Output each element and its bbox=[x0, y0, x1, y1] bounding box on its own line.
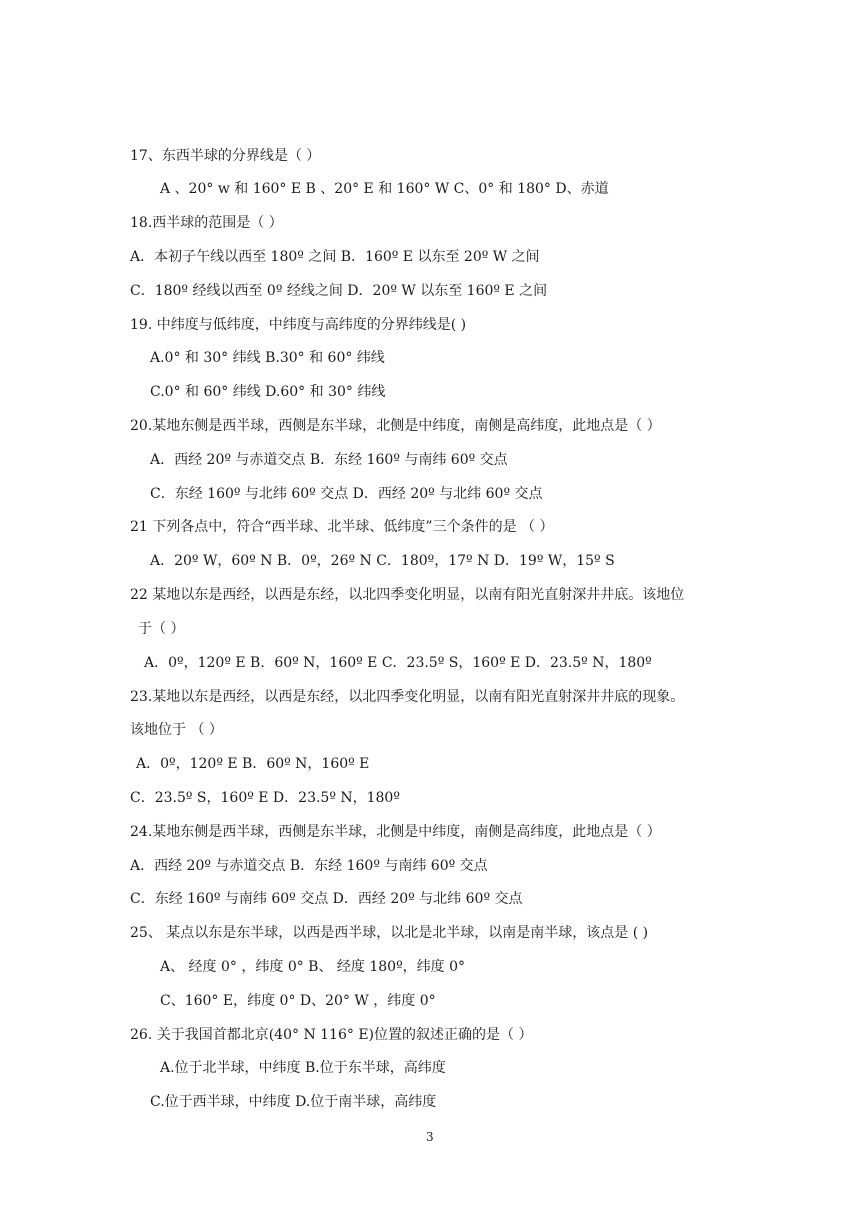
q25-options-ab: A、 经度 0° ，纬度 0° B、 经度 180º，纬度 0° bbox=[160, 959, 466, 975]
q22-stem: 22 某地以东是西经，以西是东经，以北四季变化明显，以南有阳光直射深井井底。该地位 bbox=[130, 587, 685, 603]
q25-options-cd: C、160° E，纬度 0° D、20° W ，纬度 0° bbox=[160, 993, 436, 1009]
q22-options: A．0º，120º E B．60º N，160º E C．23.5º S，160º E D．23.5º N，180º bbox=[144, 655, 652, 671]
q23-options-cd: C．23.5º S，160º E D．23.5º N，180º bbox=[130, 790, 400, 806]
q24-options-ab: A．西经 20º 与赤道交点 B．东经 160º 与南纬 60º 交点 bbox=[130, 858, 488, 874]
q19-options-cd: C.0° 和 60° 纬线 D.60° 和 30° 纬线 bbox=[150, 384, 386, 400]
q17-stem: 17、东西半球的分界线是（ ） bbox=[130, 148, 321, 164]
q20-options-cd: C．东经 160º 与北纬 60º 交点 D．西经 20º 与北纬 60º 交点 bbox=[150, 486, 543, 502]
q20-stem: 20.某地东侧是西半球，西侧是东半球，北侧是中纬度，南侧是高纬度，此地点是（ ） bbox=[130, 418, 661, 434]
q21-stem: 21 下列各点中，符合“西半球、北半球、低纬度”三个条件的是 （ ） bbox=[130, 519, 554, 535]
q18-options-cd: C．180º 经线以西至 0º 经线之间 D．20º W 以东至 160º E 之间 bbox=[130, 283, 548, 299]
q22-stem-continued: 于（ ） bbox=[138, 621, 185, 637]
q17-options: A 、20° w 和 160° E B 、20° E 和 160° W C、0° 和 180° D、赤道 bbox=[160, 181, 609, 197]
page-number: 3 bbox=[426, 1130, 434, 1144]
q21-options: A．20º W，60º N B．0º，26º N C．180º，17º N D．19º W，15º S bbox=[150, 553, 615, 569]
q18-options-ab: A．本初子午线以西至 180º 之间 B．160º E 以东至 20º W 之间 bbox=[130, 249, 540, 265]
q19-stem: 19. 中纬度与低纬度，中纬度与高纬度的分界纬线是( ) bbox=[130, 317, 467, 333]
q26-options-ab: A.位于北半球，中纬度 B.位于东半球，高纬度 bbox=[160, 1060, 446, 1076]
q23-options-ab: A．0º，120º E B．60º N，160º E bbox=[136, 756, 370, 772]
q20-options-ab: A．西经 20º 与赤道交点 B．东经 160º 与南纬 60º 交点 bbox=[150, 452, 508, 468]
q18-stem: 18.西半球的范围是（ ） bbox=[130, 215, 283, 231]
q25-stem: 25、 某点以东是东半球，以西是西半球，以北是北半球，以南是南半球，该点是 ( ) bbox=[130, 925, 649, 941]
q24-options-cd: C．东经 160º 与南纬 60º 交点 D．西经 20º 与北纬 60º 交点 bbox=[130, 891, 523, 907]
q23-stem-continued: 该地位于 （ ） bbox=[130, 722, 223, 738]
q23-stem: 23.某地以东是西经，以西是东经，以北四季变化明显，以南有阳光直射深井井底的现象。 bbox=[130, 689, 685, 705]
q26-stem: 26. 关于我国首都北京(40° N 116° E)位置的叙述正确的是（ ） bbox=[130, 1027, 533, 1043]
q24-stem: 24.某地东侧是西半球，西侧是东半球，北侧是中纬度，南侧是高纬度，此地点是（ ） bbox=[130, 824, 661, 840]
q19-options-ab: A.0° 和 30° 纬线 B.30° 和 60° 纬线 bbox=[150, 350, 385, 366]
q26-options-cd: C.位于西半球，中纬度 D.位于南半球，高纬度 bbox=[150, 1094, 437, 1110]
